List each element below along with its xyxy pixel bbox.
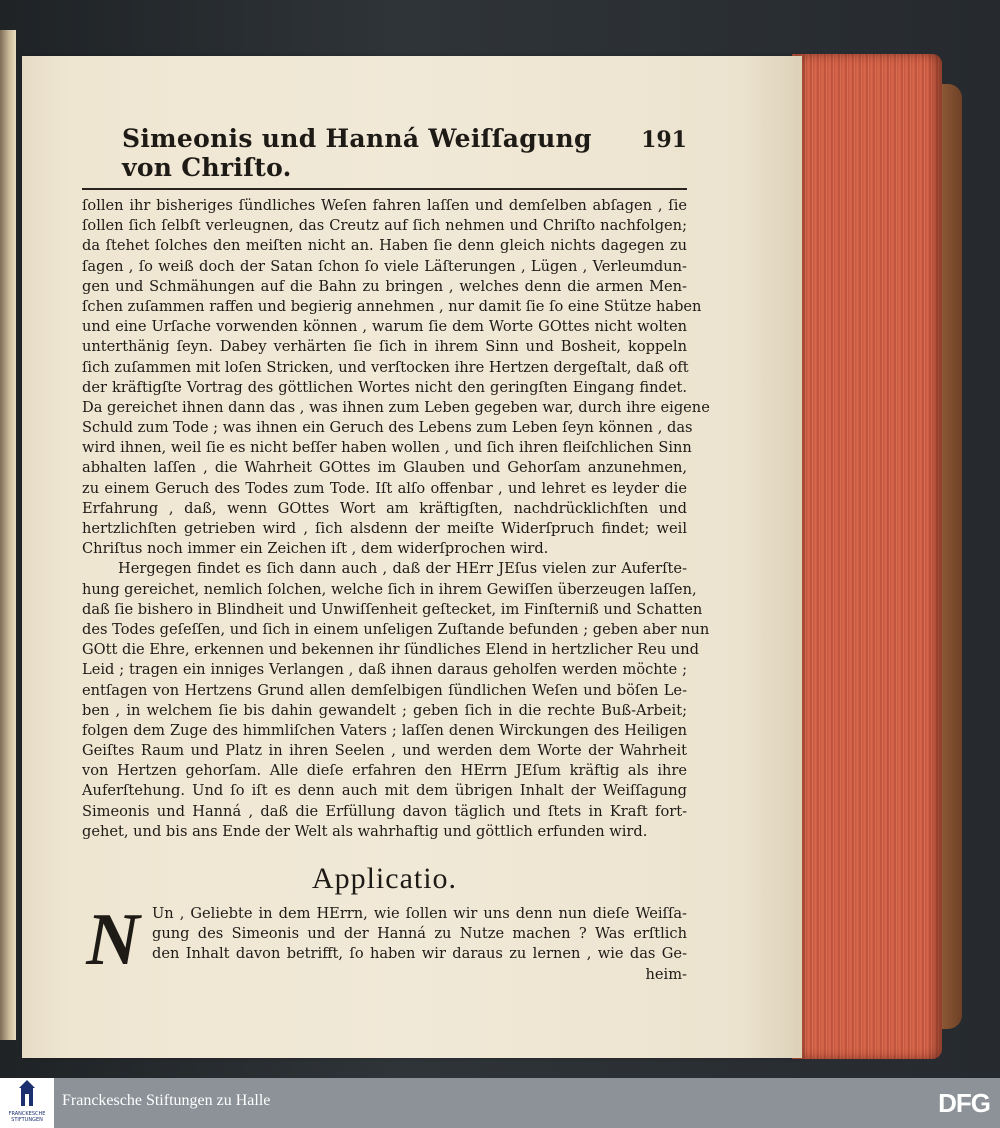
text-line: gehet, und bis ans Ende der Welt als wahrhaftig und göttlich erfunden wird. (82, 822, 648, 840)
dfg-logo[interactable]: DFG (938, 1088, 990, 1118)
text-line: den Inhalt davon betrifft, ſo haben wir daraus zu lernen , wie das Ge- (152, 945, 687, 963)
text-line: Geiſtes Raum und Platz in ihren Seelen , und werden dem Worte der Wahrheit (82, 742, 687, 760)
text-line: Simeonis und Hanná , daß die Erfüllung davon täglich und ſtets in Kraft fort- (82, 802, 687, 820)
page-fore-edge (792, 54, 942, 1059)
text-line: GOtt die Ehre, erkennen und bekennen ihr ſündliches Elend in hertzlicher Reu und (82, 641, 699, 659)
text-line: hung gereichet, nemlich ſolchen, welche ſich in ihrem Gewiſſen überzeugen laſſen, (82, 580, 697, 598)
text-line: Un , Geliebte in dem HErrn, wie ſollen wir uns denn nun dieſe Weiſſa- (152, 905, 687, 922)
running-title: Simeonis und Hanná Weiſſagung von Chriſto. (122, 124, 592, 182)
footer-bar (0, 1078, 1000, 1128)
text-line: Chriſtus noch immer ein Zeichen iſt , dem widerſprochen wird. (82, 540, 549, 558)
section-heading: Applicatio. (311, 862, 458, 895)
text-line: entſagen von Hertzens Grund allen demſelbigen ſündlichen Weſen und böſen Le- (82, 681, 687, 699)
text-line: ſagen , ſo weiß doch der Satan ſchon ſo viele Läſterungen , Lügen , Verleumdun- (82, 257, 687, 275)
building-icon (0, 1078, 54, 1112)
text-line: ben , in welchem ſie bis dahin gewandelt ; geben ſich in die rechte Buß-Arbeit; (82, 701, 687, 719)
text-line: Hergegen findet es ſich dann auch , daß der HErr JEſus vielen zur Auferſte- (118, 560, 687, 578)
text-line: ſich zuſammen mit loſen Stricken, und verſtocken ihre Hertzen dergeſtalt, daß oft (82, 358, 689, 376)
text-line: da ſtehet ſolches den meiſten nicht an. Haben ſie denn gleich nichts dagegen zu (82, 237, 687, 255)
text-line: zu einem Geruch des Todes zum Tode. Iſt alſo offenbar , und lehret es leyder die (82, 479, 687, 497)
text-line: gen und Schmähungen auf die Bahn zu bringen , welches denn die armen Men- (82, 277, 687, 295)
text-line: hertzlichſten getrieben wird , ſich alsdenn der meiſte Widerſpruch findet; weil (82, 520, 687, 537)
drop-cap: N (86, 899, 140, 981)
text-line: Auferſtehung. Und ſo iſt es denn auch mit dem übrigen Inhalt der Weiſſagung (82, 782, 687, 800)
text-line: unterthänig ſeyn. Dabey verhärten ſie ſich in ihrem Sinn und Bosheit, koppeln (82, 338, 687, 356)
paragraph-1 (82, 196, 710, 559)
text-line: der kräftigſte Vortrag des göttlichen Wortes nicht den geringſten Eingang findet. (82, 378, 687, 396)
text-line: Leid ; tragen ein inniges Verlangen , daß ihnen daraus geholfen werden möchte ; (82, 661, 687, 679)
text-line: wird ihnen, weil ſie es nicht beſſer haben wollen , und ſich ihren fleiſchlichen Sinn (82, 439, 692, 457)
book-page (22, 56, 802, 1058)
institution-logo[interactable] (0, 1078, 54, 1128)
text-line: daß ſie bishero in Blindheit und Unwiſſenheit geſtecket, im Finſterniß und Schatten (82, 600, 703, 618)
text-line: folgen dem Zuge des himmliſchen Vaters ; laſſen denen Wirckungen des Heiligen (82, 721, 687, 739)
catchword: heim- (645, 965, 687, 983)
logo-caption: FRANCKESCHE STIFTUNGEN (8, 1111, 46, 1123)
text-line: und eine Urſache vorwenden können , warum ſie dem Worte GOttes nicht wolten (82, 318, 687, 336)
text-area (82, 124, 710, 985)
text-line: Da gereichet ihnen dann das , was ihnen zum Leben gegeben war, durch ihre eigene (82, 398, 710, 416)
text-line: gung des Simeonis und der Hanná zu Nutze machen ? Was erſtlich (152, 925, 687, 943)
running-head (82, 124, 687, 190)
text-line: abhalten laſſen , die Wahrheit GOttes im Glauben und Gehorſam anzunehmen, (82, 459, 687, 477)
paragraph-2 (82, 559, 710, 842)
text-line: des Todes geſeſſen, und ſich in einem unſeligen Zuſtande befunden ; geben aber nun (82, 620, 710, 638)
text-line: ſollen ihr bisheriges ſündliches Weſen fahren laſſen und demſelben abſagen , ſie (82, 197, 687, 214)
text-line: ſchen zuſammen raffen und begierig annehmen , nur damit ſie ſo eine Stütze haben (82, 297, 702, 315)
text-line: Erfahrung , daß, wenn GOttes Wort am kräftigſten, nachdrücklichſten und (82, 499, 687, 517)
institution-name[interactable]: Franckesche Stiftungen zu Halle (62, 1092, 271, 1109)
text-line: Schuld zum Tode ; was ihnen ein Geruch des Lebens zum Leben ſeyn können , das (82, 419, 693, 437)
book (12, 24, 972, 1044)
paragraph-3 (82, 899, 687, 985)
page-number: 191 (641, 127, 687, 153)
text-line: ſollen ſich ſelbſt verleugnen, das Creutz auf ſich nehmen und Chriſto nachfolgen; (82, 217, 687, 235)
text-line: von Hertzen gehorſam. Alle dieſe erfahren den HErrn JEſum kräftig als ihre (82, 762, 687, 780)
